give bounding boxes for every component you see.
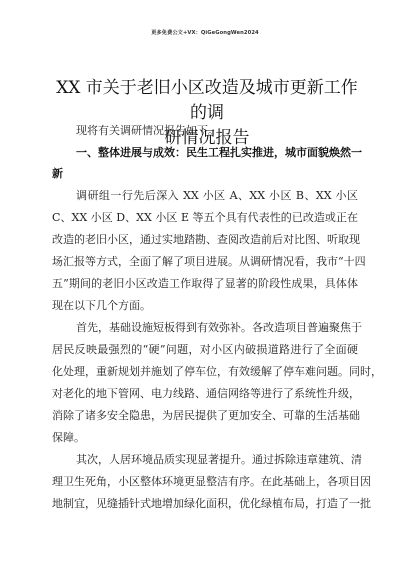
paragraph-1-line: 改造的老旧小区，通过实地踏勘、查阅改造前后对比图、听取现 [52, 233, 360, 246]
paragraph-1-line: 现在以下几个方面。 [52, 299, 151, 312]
paragraph-2-line: 保障。 [52, 431, 85, 444]
paragraph-2-line: 化处理，重新规划并施划了停车位，有效缓解了停车难问题。同时， [52, 365, 382, 378]
paragraph-3-line: 理卫生死角，小区整体环境更显整洁有序。在此基础上，各项目因 [52, 475, 371, 488]
document-title [52, 76, 362, 151]
section-1-heading-line-1: 一、整体进展与成效：民生工程扎实推进，城市面貌焕然一 [76, 146, 362, 159]
paragraph-1-line: 调研组一行先后深入 XX 小区 A、XX 小区 B、XX 小区 [76, 189, 358, 202]
paragraph-2-line: 对老化的地下管网、电力线路、通信网络等进行了系统性升级， [52, 387, 360, 400]
title-line-1: XX 市关于老旧小区改造及城市更新工作的调 [56, 78, 358, 123]
paragraph-3-line: 其次，人居环境品质实现显著提升。通过拆除违章建筑、清 [76, 453, 362, 466]
section-1-heading-line-2: 新 [52, 167, 63, 180]
header-watermark: 更多免费公文+VX：QiGeGongWen2024 [151, 30, 259, 36]
paragraph-1-line: 五”期间的老旧小区改造工作取得了显著的阶段性成果，具体体 [52, 277, 358, 290]
paragraph-1-line: 场汇报等方式，全面了解了项目进展。从调研情况看，我市“十四 [52, 255, 366, 268]
paragraph-2-line: 居民反映最强烈的“硬”问题，对小区内破损道路进行了全面硬 [52, 343, 358, 356]
title-line-2: 研情况报告 [164, 128, 250, 148]
intro-text: 现将有关调研情况报告如下。 [76, 124, 219, 137]
paragraph-1-line: C、XX 小区 D、XX 小区 E 等五个具有代表性的已改造或正在 [52, 211, 358, 224]
paragraph-3-line: 地制宜，见缝插针式地增加绿化面积，优化绿植布局，打造了一批 [52, 497, 371, 510]
paragraph-2-line: 消除了诸多安全隐患，为居民提供了更加安全、可靠的生活基础 [52, 409, 360, 422]
paragraph-2-line: 首先，基础设施短板得到有效弥补。各改造项目普遍聚焦于 [76, 321, 362, 334]
